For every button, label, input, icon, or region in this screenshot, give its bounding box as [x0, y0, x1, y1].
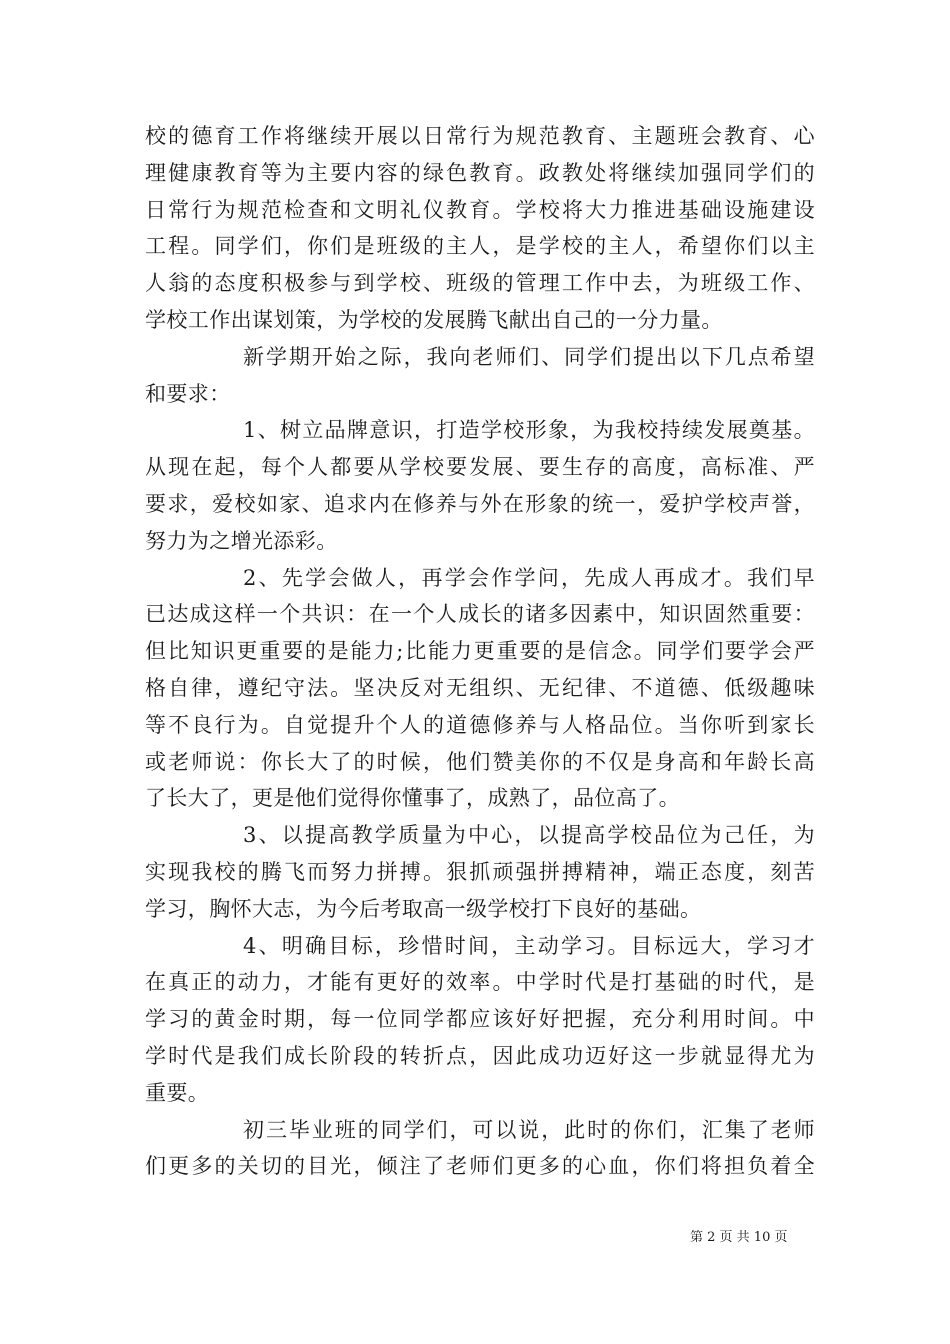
text-line-content: 学习的黄金时期，每一位同学都应该好好把握，充分利用时间。中 — [145, 1007, 815, 1032]
page-number: 第 2 页 共 10 页 — [690, 1230, 788, 1245]
text-line-content: 人翁的态度积极参与到学校、班级的管理工作中去，为班级工作、 — [145, 271, 815, 296]
text-line — [145, 486, 815, 523]
text-line-content: 理健康教育等为主要内容的绿色教育。政教处将继续加强同学们的 — [145, 160, 815, 185]
text-line-content: 2、先学会做人，再学会作学问，先成人再成才。我们早 — [243, 565, 815, 590]
text-line-content: 或老师说：你长大了的时候，他们赞美你的不仅是身高和年龄长高 — [145, 749, 815, 774]
text-line — [145, 302, 815, 339]
text-line — [145, 1148, 815, 1185]
text-line — [145, 744, 815, 781]
text-line-content: 们更多的关切的目光，倾注了老师们更多的心血，你们将担负着全 — [145, 1154, 815, 1179]
text-line — [145, 192, 815, 229]
text-line — [145, 228, 815, 265]
text-line — [145, 1038, 815, 1075]
text-line-content: 从现在起，每个人都要从学校要发展、要生存的高度，高标准、严 — [145, 455, 815, 480]
text-line-content: 学校工作出谋划策，为学校的发展腾飞献出自己的一分力量。 — [145, 307, 723, 332]
text-line-content: 1、树立品牌意识，打造学校形象，为我校持续发展奠基。 — [243, 418, 815, 443]
text-line — [145, 376, 815, 413]
text-line — [145, 707, 815, 744]
text-line — [145, 118, 815, 155]
text-line — [145, 964, 815, 1001]
text-line-content: 初三毕业班的同学们，可以说，此时的你们，汇集了老师 — [243, 1117, 815, 1142]
text-line-content: 但比知识更重要的是能力;比能力更重要的是信念。同学们要学会严 — [145, 639, 815, 664]
text-line — [145, 449, 815, 486]
text-line-content: 实现我校的腾飞而努力拼搏。狠抓顽强拼搏精神，端正态度，刻苦 — [145, 859, 815, 884]
text-line-content: 学时代是我们成长阶段的转折点，因此成功迈好这一步就显得尤为 — [145, 1043, 815, 1068]
text-line-content: 日常行为规范检查和文明礼仪教育。学校将大力推进基础设施建设 — [145, 197, 815, 222]
text-line-content: 工程。同学们，你们是班级的主人，是学校的主人，希望你们以主 — [145, 234, 815, 259]
document-body — [145, 118, 815, 1185]
text-line-content: 要求，爱校如家、追求内在修养与外在形象的统一，爱护学校声誉， — [145, 491, 815, 516]
text-line-content: 等不良行为。自觉提升个人的道德修养与人格品位。当你听到家长 — [145, 712, 815, 737]
text-line — [145, 1112, 815, 1149]
text-line — [145, 412, 815, 449]
text-line-content: 重要。 — [145, 1080, 210, 1105]
text-line — [145, 265, 815, 302]
text-line — [145, 1075, 815, 1112]
text-line — [145, 1001, 815, 1038]
text-line-content: 学习，胸怀大志，为今后考取高一级学校打下良好的基础。 — [145, 896, 702, 921]
text-line — [145, 670, 815, 707]
text-line-content: 已达成这样一个共识：在一个人成长的诸多因素中，知识固然重要： — [145, 602, 815, 627]
text-line — [145, 780, 815, 817]
text-line — [145, 155, 815, 192]
text-line — [145, 928, 815, 965]
text-line — [145, 560, 815, 597]
text-line — [145, 891, 815, 928]
text-line — [145, 596, 815, 633]
text-line — [145, 817, 815, 854]
text-line-content: 校的德育工作将继续开展以日常行为规范教育、主题班会教育、心 — [145, 124, 815, 148]
text-line-content: 在真正的动力，才能有更好的效率。中学时代是打基础的时代，是 — [145, 970, 815, 995]
text-line — [145, 339, 815, 376]
text-line-content: 格自律，遵纪守法。坚决反对无组织、无纪律、不道德、低级趣味 — [145, 675, 815, 700]
text-line-content: 和要求： — [145, 381, 231, 406]
text-line-content: 4、明确目标，珍惜时间，主动学习。目标远大，学习才 — [243, 933, 815, 958]
text-line — [145, 854, 815, 891]
text-line — [145, 523, 815, 560]
text-line-content: 努力为之增光添彩。 — [145, 528, 338, 553]
text-line-content: 新学期开始之际，我向老师们、同学们提出以下几点希望 — [243, 344, 815, 369]
text-line — [145, 633, 815, 670]
text-line-content: 了长大了，更是他们觉得你懂事了，成熟了，品位高了。 — [145, 786, 680, 811]
text-line-content: 3、以提高教学质量为中心，以提高学校品位为己任，为 — [243, 823, 815, 848]
